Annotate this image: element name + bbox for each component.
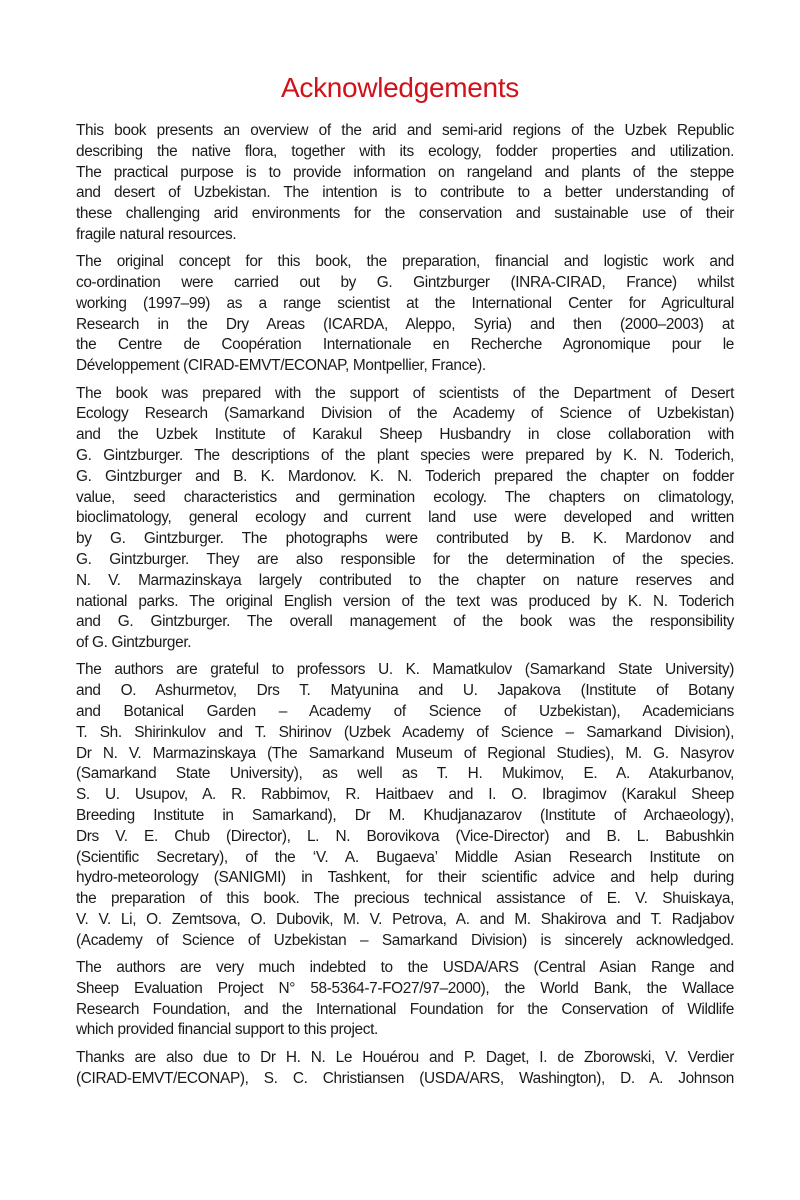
paragraph-funding	[76, 958, 734, 1041]
text-line: (Samarkand State University), as well as T. H. Mukimov, E. A. Atakurbanov,	[76, 765, 734, 783]
text-line: Breeding Institute in Samarkand), Dr M. Khudjanazarov (Institute of Archaeology),	[76, 807, 734, 824]
text-line: The authors are grateful to professors U. K. Mamatkulov (Samarkand State University)	[76, 661, 734, 679]
text-line: Ecology Research (Samarkand Division of the Academy of Science of Uzbekistan)	[76, 405, 734, 423]
text-line: S. U. Usupov, A. R. Rabbimov, R. Haitbaev and I. O. Ibragimov (Karakul Sheep	[76, 786, 734, 804]
text-line: these challenging arid environments for the conservation and sustainable use of their	[76, 205, 734, 223]
text-line: co-ordination were carried out by G. Gintzburger (INRA-CIRAD, France) whilst	[76, 274, 734, 292]
text-line: (Scientific Secretary), of the ‘V. A. Bugaeva’ Middle Asian Research Institute on	[76, 848, 734, 866]
text-line: of G. Gintzburger.	[76, 634, 192, 652]
text-line: and G. Gintzburger. The overall management of the book was the responsibility	[76, 613, 734, 631]
text-line: Drs V. E. Chub (Director), L. N. Borovikova (Vice-Director) and B. L. Babushkin	[76, 827, 734, 845]
text-line: Research Foundation, and the International Foundation for the Conservation of Wildlife	[76, 1000, 734, 1018]
text-line: fragile natural resources.	[76, 225, 237, 243]
text-line: and desert of Uzbekistan. The intention is to contribute to a better understanding of	[76, 184, 734, 202]
text-line: the preparation of this book. The precious technical assistance of E. V. Shuiskaya,	[76, 890, 734, 908]
text-line: and Botanical Garden – Academy of Science of Uzbekistan), Academicians	[76, 703, 734, 721]
text-line: by G. Gintzburger. The photographs were contributed by B. K. Mardonov and	[76, 530, 734, 548]
text-line: Research in the Dry Areas (ICARDA, Aleppo, Syria) and then (2000–2003) at	[76, 315, 734, 333]
text-line: Sheep Evaluation Project N° 58-5364-7-FO27/97–2000), the World Bank, the Wallace	[76, 979, 734, 997]
text-line: G. Gintzburger. They are also responsible for the determination of the species.	[76, 550, 734, 568]
paragraph-thanks	[76, 1048, 734, 1090]
text-line: (CIRAD-EMVT/ECONAP), S. C. Christiansen (USDA/ARS, Washington), D. A. Johnson	[76, 1069, 734, 1087]
page-title: Acknowledgements	[281, 72, 519, 103]
text-line: The original concept for this book, the preparation, financial and logistic work and	[76, 253, 734, 271]
paragraph-overview	[76, 121, 734, 246]
text-line: The authors are very much indebted to the USDA/ARS (Central Asian Range and	[76, 959, 734, 977]
text-line: hydro-meteorology (SANIGMI) in Tashkent, for their scientific advice and help during	[76, 869, 734, 887]
paragraph-original-concept	[76, 252, 734, 377]
text-line: The book was prepared with the support of scientists of the Department of Desert	[76, 384, 734, 402]
text-line: working (1997–99) as a range scientist at the International Center for Agricultural	[76, 294, 734, 312]
text-line: N. V. Marmazinskaya largely contributed to the chapter on nature reserves and	[76, 571, 734, 589]
text-line: and O. Ashurmetov, Drs T. Matyunina and U. Japakova (Institute of Botany	[76, 682, 734, 700]
text-line: G. Gintzburger. The descriptions of the plant species were prepared by K. N. Toderich,	[76, 446, 734, 464]
text-line: Thanks are also due to Dr H. N. Le Houérou and P. Daget, I. de Zborowski, V. Verdier	[76, 1048, 734, 1066]
text-line: the Centre de Coopération Internationale en Recherche Agronomique pour le	[76, 336, 734, 354]
text-line: The practical purpose is to provide information on rangeland and plants of the steppe	[76, 163, 734, 181]
paragraph-preparation	[76, 384, 734, 654]
text-line: Dr N. V. Marmazinskaya (The Samarkand Museum of Regional Studies), M. G. Nasyrov	[76, 744, 734, 762]
text-line: describing the native flora, together with its ecology, fodder properties and utilization.	[76, 142, 734, 160]
text-line: which provided financial support to this project.	[76, 1021, 378, 1039]
text-line: value, seed characteristics and germination ecology. The chapters on climatology,	[76, 488, 734, 506]
body-text	[76, 121, 734, 1096]
text-line: and the Uzbek Institute of Karakul Sheep Husbandry in close collaboration with	[76, 426, 734, 444]
text-line: bioclimatology, general ecology and current land use were developed and written	[76, 509, 734, 527]
text-line: This book presents an overview of the arid and semi-arid regions of the Uzbek Republic	[76, 122, 734, 139]
paragraph-gratitude	[76, 660, 734, 951]
text-line: Développement (CIRAD-EMVT/ECONAP, Montpellier, France).	[76, 357, 486, 375]
text-line: V. V. Li, O. Zemtsova, O. Dubovik, M. V. Petrova, A. and M. Shakirova and T. Radjabov	[76, 910, 734, 928]
text-line: national parks. The original English version of the text was produced by K. N. Toderich	[76, 592, 734, 610]
text-line: (Academy of Science of Uzbekistan – Samarkand Division) is sincerely acknowledged.	[76, 931, 734, 949]
text-line: T. Sh. Shirinkulov and T. Shirinov (Uzbek Academy of Science – Samarkand Division),	[76, 723, 734, 741]
text-line: G. Gintzburger and B. K. Mardonov. K. N. Toderich prepared the chapter on fodder	[76, 467, 734, 485]
